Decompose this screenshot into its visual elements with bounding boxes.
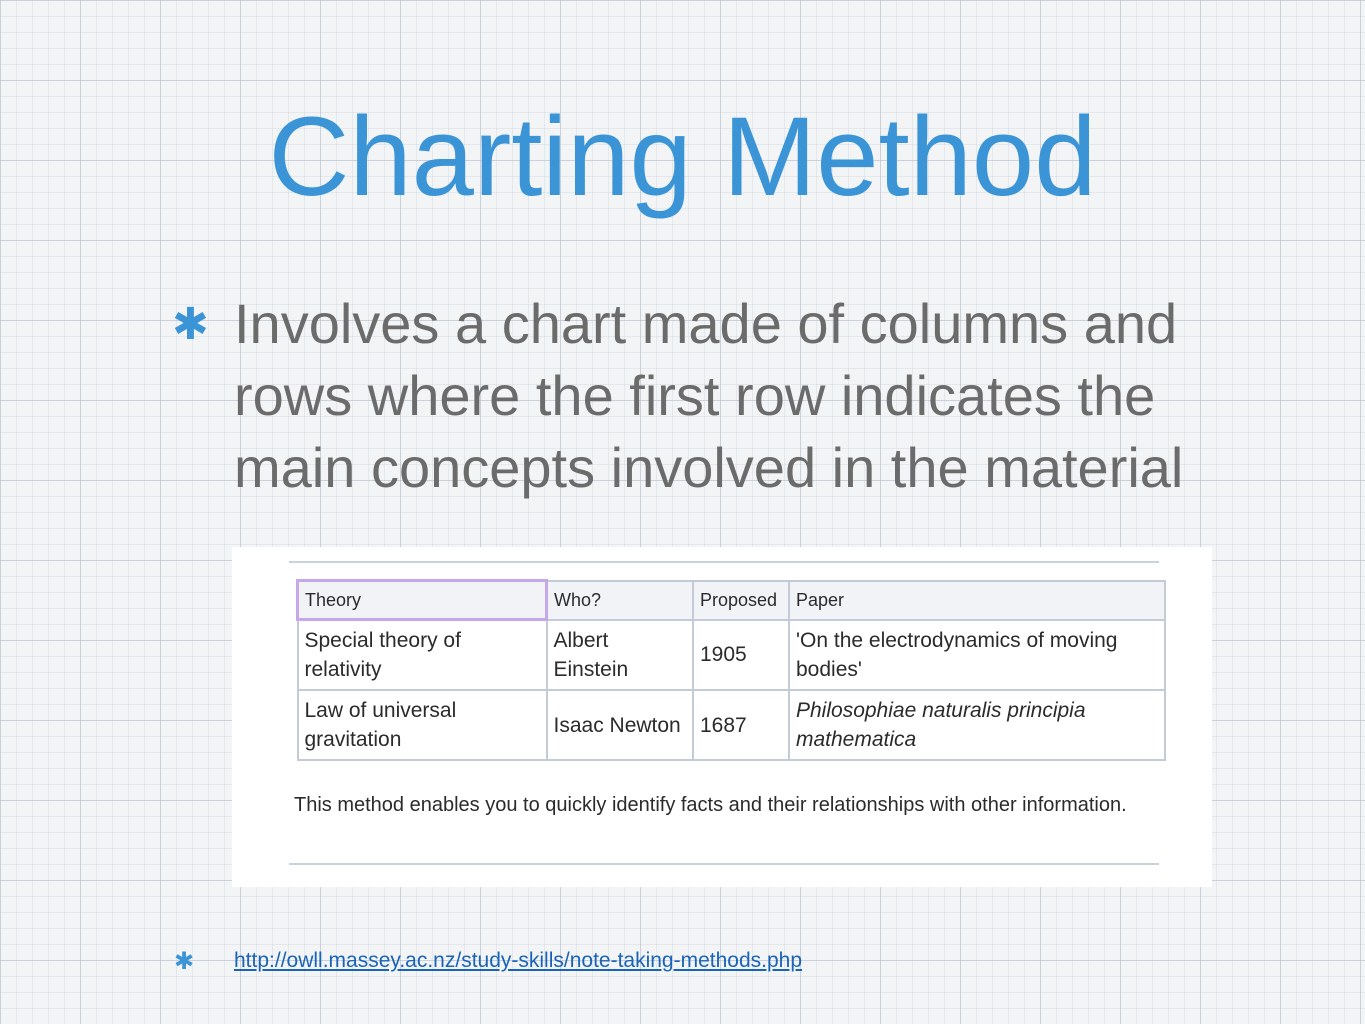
figure-caption: This method enables you to quickly identify facts and their relationships with other information. — [294, 794, 1127, 816]
header-paper: Paper — [789, 581, 1165, 620]
chart-table — [296, 579, 1166, 761]
cell-theory: Law of universal gravitation — [298, 690, 547, 760]
header-who: Who? — [547, 581, 694, 620]
cell-paper: 'On the electrodynamics of moving bodies' — [789, 620, 1165, 691]
divider — [289, 863, 1159, 865]
table-header-row — [298, 581, 1166, 620]
cell-proposed: 1687 — [693, 690, 789, 760]
cell-who: Albert Einstein — [547, 620, 694, 691]
header-proposed: Proposed — [693, 581, 789, 620]
table-row — [298, 690, 1166, 760]
slide-title: Charting Method — [268, 94, 1097, 219]
table-row — [298, 620, 1166, 691]
header-theory: Theory — [298, 581, 547, 620]
cell-who: Isaac Newton — [547, 690, 694, 760]
cell-theory: Special theory of relativity — [298, 620, 547, 691]
chart-example-image — [232, 547, 1212, 887]
bullet-text: Involves a chart made of columns and rows where the first row indicates the main concepts involved in the material — [234, 292, 1184, 499]
asterisk-icon: ✱ — [174, 947, 195, 975]
asterisk-icon: ✱ — [172, 299, 209, 350]
cell-proposed: 1905 — [693, 620, 789, 691]
cell-paper: Philosophiae naturalis principia mathematica — [789, 690, 1165, 760]
divider — [289, 561, 1159, 563]
source-link[interactable]: http://owll.massey.ac.nz/study-skills/note-taking-methods.php — [234, 949, 803, 972]
